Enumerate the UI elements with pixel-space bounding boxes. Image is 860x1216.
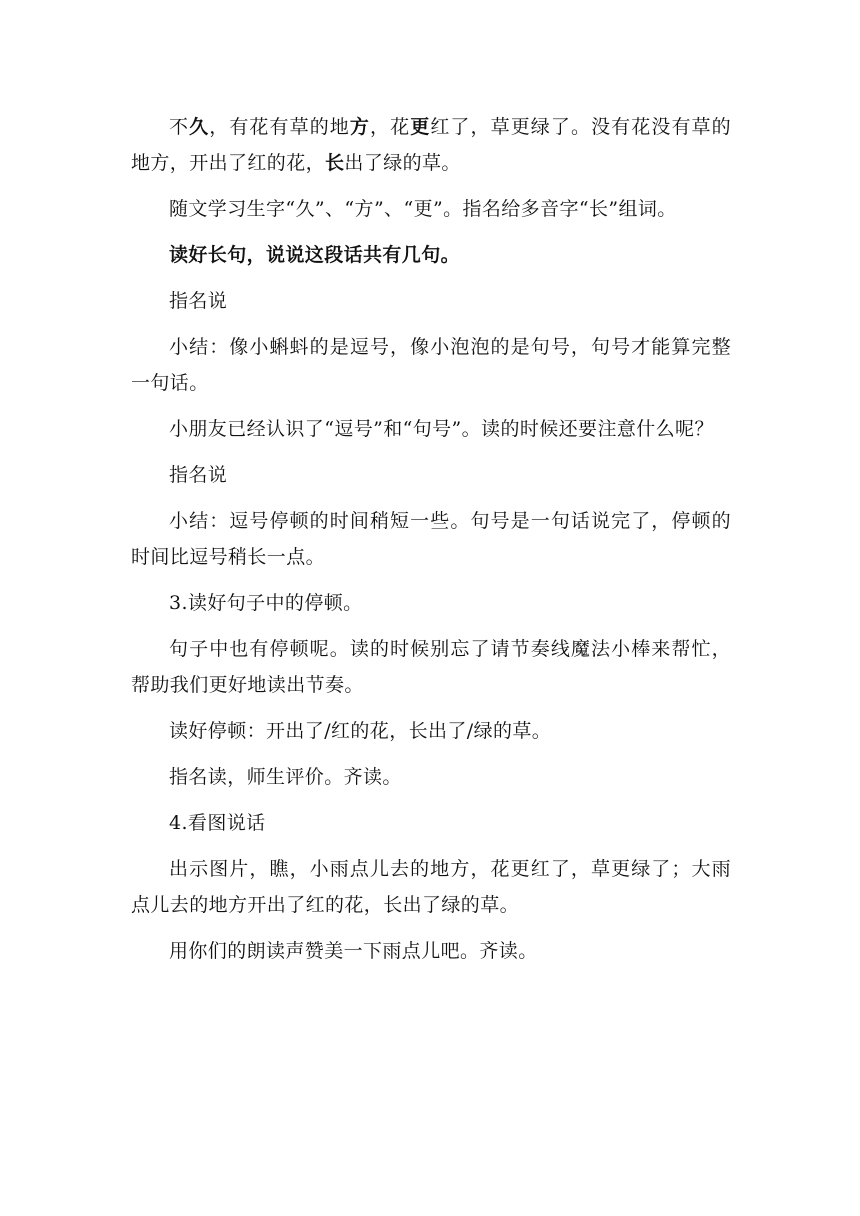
paragraph-8: 小结：逗号停顿的时间稍短一些。句号是一句话说完了，停顿的时间比逗号稍长一点。: [131, 510, 731, 568]
document-body: [131, 109, 731, 979]
paragraph-4: 指名说: [169, 290, 228, 312]
paragraph-14: 出示图片，瞧，小雨点儿去的地方，花更红了，草更绿了；大雨点儿去的地方开出了红的花，长出了绿的草。: [131, 858, 731, 916]
paragraph-10: 句子中也有停顿呢。读的时候别忘了请节奏线魔法小棒来帮忙，帮助我们更好地读出节奏。: [131, 638, 731, 696]
paragraph-9-step: 3.读好句子中的停顿。: [169, 592, 363, 614]
bold-character: 长: [325, 152, 345, 174]
paragraph-13-step: 4.看图说话: [169, 812, 266, 834]
bold-character: 久: [189, 116, 210, 138]
text-segment: 不: [169, 116, 190, 138]
paragraph-1: [131, 109, 731, 181]
text-segment: ，花: [370, 116, 411, 138]
paragraph-11: 读好停顿：开出了/红的花，长出了/绿的草。: [169, 720, 552, 742]
paragraph-2: 随文学习生字“久”、“方”、“更”。指名给多音字“长”组词。: [169, 198, 677, 220]
text-segment: 红了，草更绿了。没有花没有草的地方，开出了红的花，: [131, 116, 732, 174]
paragraph-7: 指名说: [169, 464, 228, 486]
paragraph-12: 指名读，师生评价。齐读。: [169, 766, 402, 788]
bold-character: 方: [349, 116, 370, 138]
paragraph-6: 小朋友已经认识了“逗号”和“句号”。读的时候还要注意什么呢？: [169, 418, 714, 440]
paragraph-5: 小结：像小蝌蚪的是逗号，像小泡泡的是句号，句号才能算完整一句话。: [131, 336, 731, 394]
text-segment: 出了绿的草。: [344, 152, 461, 174]
bold-character: 更: [410, 116, 431, 138]
text-segment: ，有花有草的地: [209, 116, 350, 138]
paragraph-15: 用你们的朗读声赞美一下雨点儿吧。齐读。: [169, 940, 538, 962]
paragraph-3-heading: 读好长句，说说这段话共有几句。: [169, 244, 461, 266]
